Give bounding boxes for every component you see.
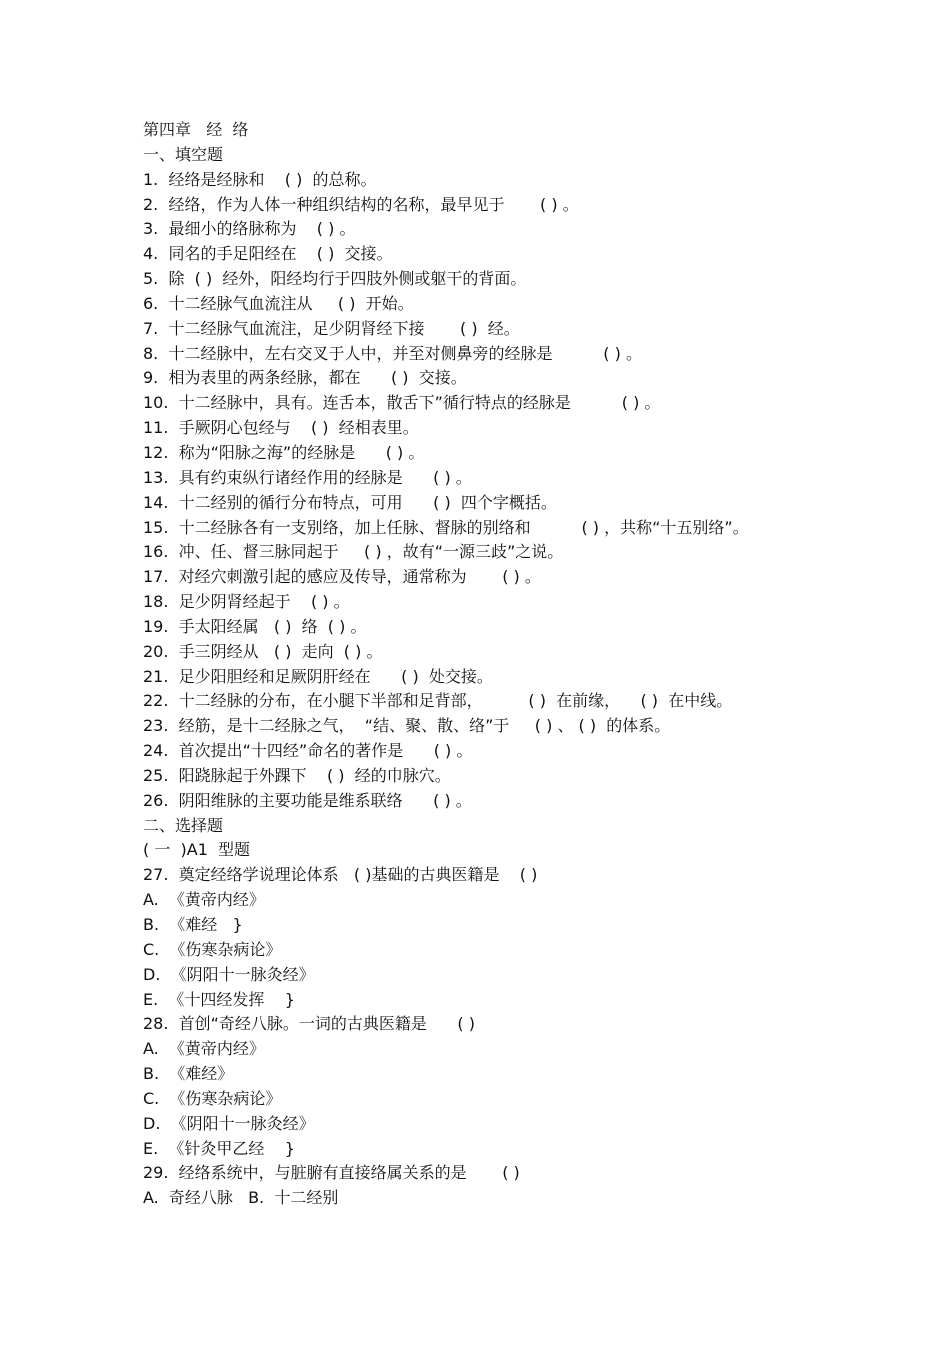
question-line: 25. 阳跷脉起于外踝下 ( ) 经的巾脉穴。 [143, 765, 451, 785]
question-line: 15. 十二经脉各有一支别络，加上任脉、督脉的别络和 ( ) ，共称“十五别络”。 [143, 517, 749, 537]
option-line: D. 《阴阳十一脉灸经》 [143, 1113, 315, 1133]
question-line: 24. 首次提出“十四经”命名的著作是 ( ) 。 [143, 741, 473, 761]
question-line: 27. 奠定经络学说理论体系 ( )基础的古典医籍是 ( ) [143, 865, 538, 885]
question-line: 6. 十二经脉气血流注从 ( ) 开始。 [143, 293, 414, 313]
option-line: A. 《黄帝内经》 [143, 890, 265, 910]
question-line: 14. 十二经别的循行分布特点，可用 ( ) 四个字概括。 [143, 492, 557, 512]
question-line: 28. 首创“奇经八脉。一词的古典医籍是 ( ) [143, 1014, 475, 1034]
option-line: D. 《阴阳十一脉灸经》 [143, 964, 315, 984]
option-line: C. 《伤寒杂病论》 [143, 1088, 282, 1108]
option-line: B. 《难经 } [143, 915, 243, 934]
question-line: 4. 同名的手足阳经在 ( ) 交接。 [143, 244, 393, 264]
option-line: E. 《针灸甲乙经 } [143, 1138, 295, 1158]
question-line: 13. 具有约束纵行诸经作用的经脉是 ( ) 。 [143, 467, 472, 487]
question-line: 29. 经络系统中，与脏腑有直接络属关系的是 ( ) [143, 1163, 520, 1183]
question-line: 21. 足少阳胆经和足厥阴肝经在 ( ) 处交接。 [143, 666, 493, 686]
question-line: 3. 最细小的络脉称为 ( ) 。 [143, 219, 356, 239]
question-line: 16. 冲、任、督三脉同起于 ( ) ，故有“一源三歧”之说。 [143, 542, 564, 562]
section-heading: 二、选择题 [143, 815, 224, 835]
option-line: A. 《黄帝内经》 [143, 1039, 265, 1059]
question-line: 20. 手三阴经从 ( ) 走向 ( ) 。 [143, 641, 383, 661]
question-line: 1. 经络是经脉和 ( ) 的总称。 [143, 169, 377, 189]
question-line: 7. 十二经脉气血流注，足少阴肾经下接 ( ) 经。 [143, 318, 520, 338]
subsection-heading: ( 一 )A1 型题 [143, 840, 251, 860]
question-line: 17. 对经穴刺激引起的感应及传导，通常称为 ( ) 。 [143, 567, 541, 587]
question-line: 12. 称为“阳脉之海”的经脉是 ( ) 。 [143, 442, 425, 462]
document-page [143, 118, 923, 1211]
question-line: 2. 经络，作为人体一种组织结构的名称，最早见于 ( ) 。 [143, 194, 579, 214]
option-line: E. 《十四经发挥 } [143, 989, 295, 1009]
question-line: 19. 手太阳经属 ( ) 络 ( ) 。 [143, 616, 367, 636]
question-line: 22. 十二经脉的分布，在小腿下半部和足背部， ( ) 在前缘， ( ) 在中线。 [143, 691, 733, 711]
question-line: 5. 除 ( ) 经外，阳经均行于四肢外侧或躯干的背面。 [143, 269, 527, 289]
option-line: C. 《伤寒杂病论》 [143, 939, 282, 959]
chapter-title: 第四章 经 络 [143, 120, 249, 139]
question-line: 10. 十二经脉中，具有。连舌本，散舌下”循行特点的经脉是 ( ) 。 [143, 393, 661, 413]
question-line: 18. 足少阴肾经起于 ( ) 。 [143, 592, 350, 612]
question-line: 11. 手厥阴心包经与 ( ) 经相表里。 [143, 418, 419, 438]
question-line: 8. 十二经脉中，左右交叉于人中，并至对侧鼻旁的经脉是 ( ) 。 [143, 343, 642, 363]
question-line: 9. 相为表里的两条经脉，都在 ( ) 交接。 [143, 368, 467, 388]
option-line: B. 《难经》 [143, 1064, 234, 1084]
question-line: 26. 阴阳维脉的主要功能是维系联络 ( ) 。 [143, 790, 472, 810]
section-heading: 一、填空题 [143, 144, 224, 164]
question-line: 23. 经筋，是十二经脉之气， “结、聚、散、络”于 ( ) 、 ( ) 的体系。 [143, 716, 671, 736]
option-line: A. 奇经八脉 B. 十二经别 [143, 1188, 339, 1208]
